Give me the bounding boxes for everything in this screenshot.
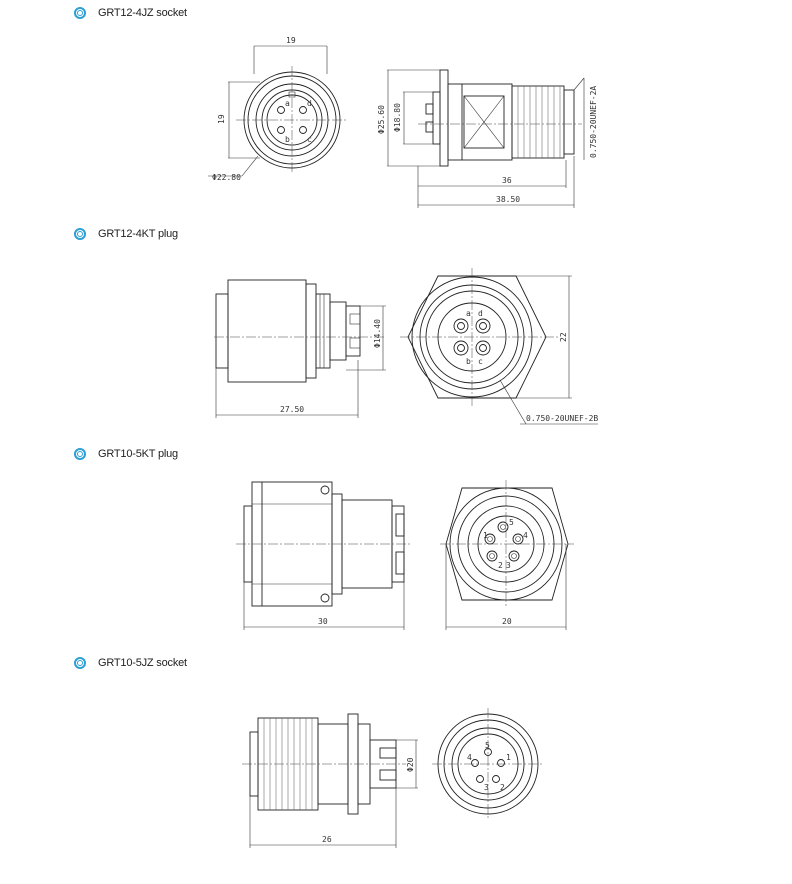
pin-label: 4: [523, 531, 528, 540]
pin-label: 5: [485, 741, 490, 750]
dim-s1-thread: 0.750-20UNEF-2A: [589, 85, 598, 158]
s3-front-view: [440, 480, 574, 630]
pin-label: 2: [500, 783, 505, 792]
pin-label: 5: [509, 518, 514, 527]
dim-s2-len: 27.50: [280, 405, 305, 414]
dim-s1-height: 19: [217, 114, 226, 124]
dim-s1-len2: 38.50: [496, 195, 521, 204]
dim-s3-width: 20: [502, 617, 512, 626]
s2-front-view: [400, 268, 598, 424]
section-title: GRT10-5JZ socket: [98, 657, 187, 669]
s1-front-view: [208, 36, 348, 182]
dim-s2-dia: Φ14.40: [373, 319, 382, 348]
section-title: GRT12-4KT plug: [98, 228, 178, 240]
pin-label: 2: [498, 561, 503, 570]
dim-s1-len1: 36: [502, 176, 512, 185]
pin-label: a: [285, 99, 290, 108]
dim-s2-height: 22: [559, 332, 568, 342]
pin-label: 1: [506, 753, 511, 762]
dim-s4-len: 26: [322, 835, 332, 844]
dim-s2-thread: 0.750-20UNEF-2B: [526, 414, 599, 423]
pin-label: 1: [483, 531, 488, 540]
pin-label: b: [285, 135, 290, 144]
pin-label: b: [466, 357, 471, 366]
s2-side-view: [214, 280, 386, 418]
dim-s3-len: 30: [318, 617, 328, 626]
s4-side-view: [242, 714, 418, 848]
dim-s1-dia-inner: Φ18.80: [393, 103, 402, 132]
pin-label: 3: [484, 783, 489, 792]
pin-label: c: [478, 357, 483, 366]
dim-s1-dia-body: Φ25.60: [377, 105, 386, 134]
section-title: GRT12-4JZ socket: [98, 7, 187, 19]
pin-label: 3: [506, 561, 511, 570]
s3-side-view: [236, 482, 412, 630]
pin-label: d: [478, 309, 483, 318]
pin-label: 4: [467, 753, 472, 762]
dim-s4-dia: Φ20: [406, 757, 415, 772]
pin-label: d: [307, 99, 312, 108]
s4-front-view: [432, 708, 544, 820]
section-title: GRT10-5KT plug: [98, 448, 178, 460]
s1-side-view: [377, 70, 598, 208]
dim-s1-width: 19: [286, 36, 296, 45]
pin-label: c: [307, 135, 312, 144]
pin-label: a: [466, 309, 471, 318]
dim-s1-dia-flange: Φ22.80: [212, 173, 241, 182]
